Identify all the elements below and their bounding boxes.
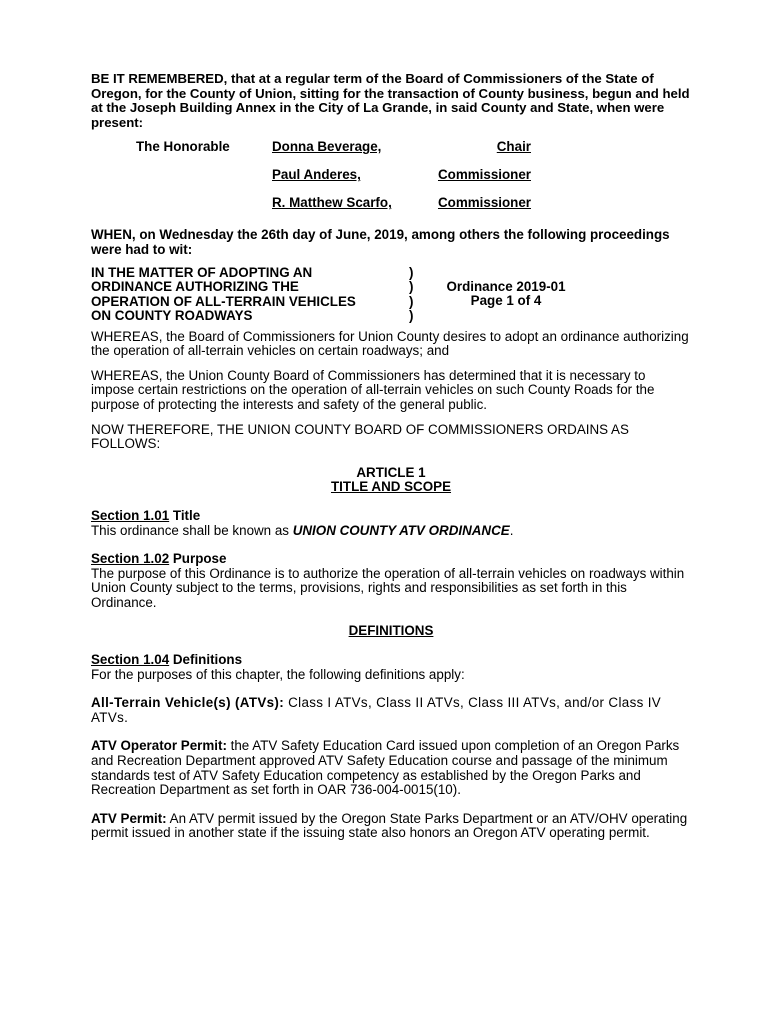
ordinance-number: Ordinance 2019-01 [446,278,566,294]
member-name: Donna Beverage, [272,139,382,155]
caption-parens [409,266,413,324]
whereas-paragraph: WHEREAS, the Union County Board of Commissioners has determined that it is necessary to impose certain restrictions on the operation of all-terrain vehicles on such County Roads for the purpose of protecting the interests and safety of the general public. [91,367,655,412]
ordinance-id [421,280,591,309]
when-paragraph: WHEN, on Wednesday the 26th day of June, 2019, among others the following proceedings were had to wit: [91,227,670,257]
definition-item: ATV Permit: An ATV permit issued by the Oregon State Parks Department or an ATV/OHV operating permit issued in another state if the issuing state also honors an Oregon ATV operating permit. [91,810,688,841]
definition-item: All-Terrain Vehicle(s) (ATVs): Class I ATVs, Class II ATVs, Class III ATVs, and/or Class IV ATVs. [91,695,662,725]
paren: ) [409,308,414,324]
paren: ) [409,279,414,295]
honorable-label: The Honorable [136,139,230,155]
article-number: ARTICLE 1 [356,464,426,480]
caption-line: ON COUNTY ROADWAYS [91,308,253,324]
definitions-heading: DEFINITIONS [348,623,434,639]
section-heading: Section 1.04 Definitions [91,652,243,668]
whereas-paragraph: WHEREAS, the Board of Commissioners for Union County desires to adopt an ordinance authorizing the operation of all-terrain vehicles on certain roadways; and [91,328,689,359]
present-members [91,140,691,228]
caption-title [91,266,356,324]
now-therefore-paragraph: NOW THEREFORE, THE UNION COUNTY BOARD OF COMMISSIONERS ORDAINS AS FOLLOWS: [91,421,629,452]
paren: ) [409,293,414,309]
member-name: R. Matthew Scarfo, [272,195,392,211]
document-page [91,72,691,841]
caption-line: OPERATION OF ALL-TERRAIN VEHICLES [91,293,356,309]
member-name: Paul Anderes, [272,167,361,183]
section-text: This ordinance shall be known as UNION COUNTY ATV ORDINANCE. [91,522,514,538]
definition-item: ATV Operator Permit: the ATV Safety Education Card issued upon completion of an Oregon Parks and Recreation Department approved ATV Safety Education course and passage of the minimum standards test of ATV Safety Education competency as established by the Oregon Parks and Recreation Department as set forth in OAR 736-004-0015(10). [91,738,680,798]
caption-line: IN THE MATTER OF ADOPTING AN [91,264,313,280]
intro-paragraph: BE IT REMEMBERED, that at a regular term of the Board of Commissioners of the State of Oregon, for the County of Union, sitting for the transaction of County business, begun and held at the Joseph Building Annex in the City of La Grande, in said County and State, when were present: [91,71,690,130]
section-heading: Section 1.01 Title [91,507,201,523]
section-text: For the purposes of this chapter, the following definitions apply: [91,666,465,682]
paren: ) [409,264,414,280]
section-heading: Section 1.02 Purpose [91,551,227,567]
article-title: TITLE AND SCOPE [330,479,452,495]
case-caption [91,266,691,322]
member-title: Commissioner [437,195,531,211]
member-title: Chair [496,139,531,155]
caption-line: ORDINANCE AUTHORIZING THE [91,279,299,295]
member-title: Commissioner [437,167,531,183]
section-text: The purpose of this Ordinance is to authorize the operation of all-terrain vehicles on roadways within Union County subject to the terms, provisions, rights and responsibilities as set forth in this Ordinance. [91,565,685,610]
page-number: Page 1 of 4 [470,293,542,309]
